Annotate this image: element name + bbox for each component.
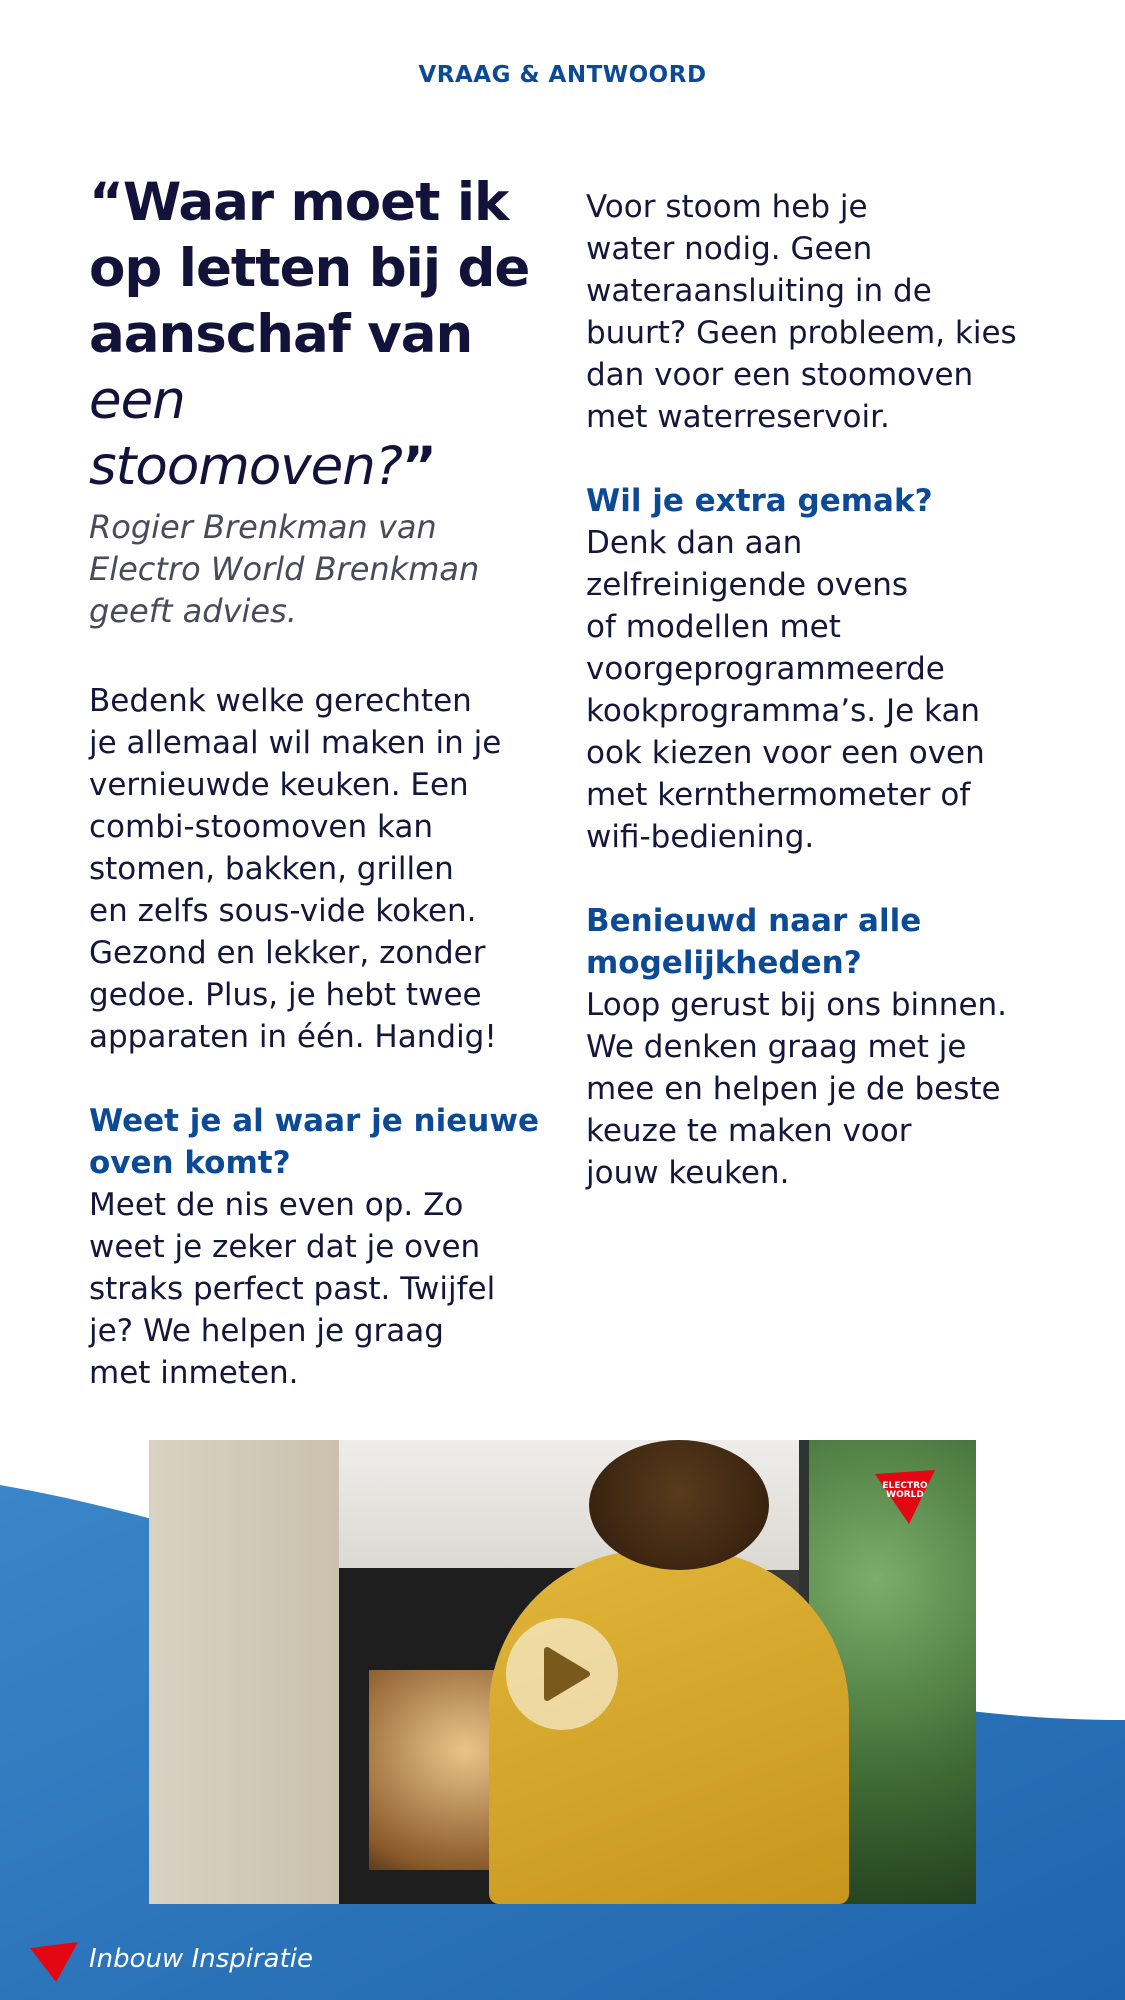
headline-italic: een [89, 370, 185, 431]
text-line: Loop gerust bij ons binnen. [586, 987, 1008, 1023]
text-line: Voor stoom heb je [586, 189, 868, 225]
text-line: straks perfect past. Twijfel [89, 1271, 496, 1307]
headline-line: op letten bij de [89, 238, 530, 299]
text-line: wateraansluiting in de [586, 273, 932, 309]
paragraph-oven-location [89, 1184, 559, 1394]
text-line: oven komt? [89, 1145, 291, 1181]
text-line: vernieuwde keuken. Een [89, 767, 469, 803]
headline-line [89, 302, 559, 434]
headline-line [89, 434, 559, 500]
text-line: met kernthermometer of [586, 777, 971, 813]
right-column [586, 186, 1056, 1194]
video-player[interactable] [149, 1440, 976, 1904]
text-line: Denk dan aan [586, 525, 803, 561]
video-scene-hair [589, 1440, 769, 1570]
byline-line: Electro World Brenkman [89, 550, 480, 588]
subheading-extra-comfort [586, 480, 1056, 522]
play-button[interactable] [506, 1618, 618, 1730]
text-line: je allemaal wil maken in je [89, 725, 502, 761]
text-line: kookprogramma’s. Je kan [586, 693, 981, 729]
text-line: Bedenk welke gerechten [89, 683, 472, 719]
text-line: mee en helpen je de beste [586, 1071, 1001, 1107]
text-line: voorgeprogrammeerde [586, 651, 945, 687]
logo-text-line: WORLD [886, 1490, 924, 1500]
paragraph-extra-comfort [586, 522, 1056, 858]
text-line: ook kiezen voor een oven [586, 735, 985, 771]
text-line: met inmeten. [89, 1355, 299, 1391]
text-line: Meet de nis even op. Zo [89, 1187, 464, 1223]
byline [89, 506, 559, 632]
text-line: dan voor een stoomoven [586, 357, 974, 393]
text-line: wifi-bediening. [586, 819, 815, 855]
subheading-possibilities [586, 900, 1056, 984]
byline-line: geeft advies. [89, 592, 297, 630]
headline-quote: ” [402, 436, 436, 497]
headline-line: “Waar moet ik [89, 172, 509, 233]
footer-label: Inbouw Inspiratie [89, 1944, 314, 1974]
text-line: water nodig. Geen [586, 231, 873, 267]
play-icon [543, 1646, 591, 1702]
video-scene-cabinet [149, 1440, 349, 1904]
electro-world-triangle-icon [28, 1940, 80, 1984]
text-line: keuze te maken voor [586, 1113, 912, 1149]
left-column [89, 170, 559, 1394]
text-line: met waterreservoir. [586, 399, 890, 435]
text-line: je? We helpen je graag [89, 1313, 444, 1349]
text-line: mogelijkheden? [586, 945, 862, 981]
electro-world-logo [871, 1468, 939, 1526]
text-line: buurt? Geen probleem, kies [586, 315, 1017, 351]
text-line: Benieuwd naar alle [586, 903, 922, 939]
text-line: stomen, bakken, grillen [89, 851, 454, 887]
logo-text-line: ELECTRO [882, 1481, 928, 1491]
paragraph-water [586, 186, 1056, 438]
headline-text: aanschaf van [89, 304, 473, 365]
byline-line: Rogier Brenkman van [89, 508, 437, 546]
text-line: en zelfs sous-vide koken. [89, 893, 477, 929]
text-line: of modellen met [586, 609, 841, 645]
text-line: Wil je extra gemak? [586, 483, 933, 519]
headline [89, 170, 559, 500]
text-line: Gezond en lekker, zonder [89, 935, 486, 971]
text-line: weet je zeker dat je oven [89, 1229, 481, 1265]
text-line: Weet je al waar je nieuwe [89, 1103, 539, 1139]
text-line: apparaten in één. Handig! [89, 1019, 497, 1055]
intro-paragraph [89, 680, 559, 1058]
subheading-oven-location [89, 1100, 559, 1184]
text-line: We denken graag met je [586, 1029, 967, 1065]
paragraph-possibilities [586, 984, 1056, 1194]
text-line: jouw keuken. [586, 1155, 790, 1191]
text-line: zelfreinigende ovens [586, 567, 909, 603]
section-label: VRAAG & ANTWOORD [418, 62, 707, 88]
text-line: combi-stoomoven kan [89, 809, 434, 845]
headline-italic: stoomoven? [89, 436, 402, 497]
text-line: gedoe. Plus, je hebt twee [89, 977, 482, 1013]
